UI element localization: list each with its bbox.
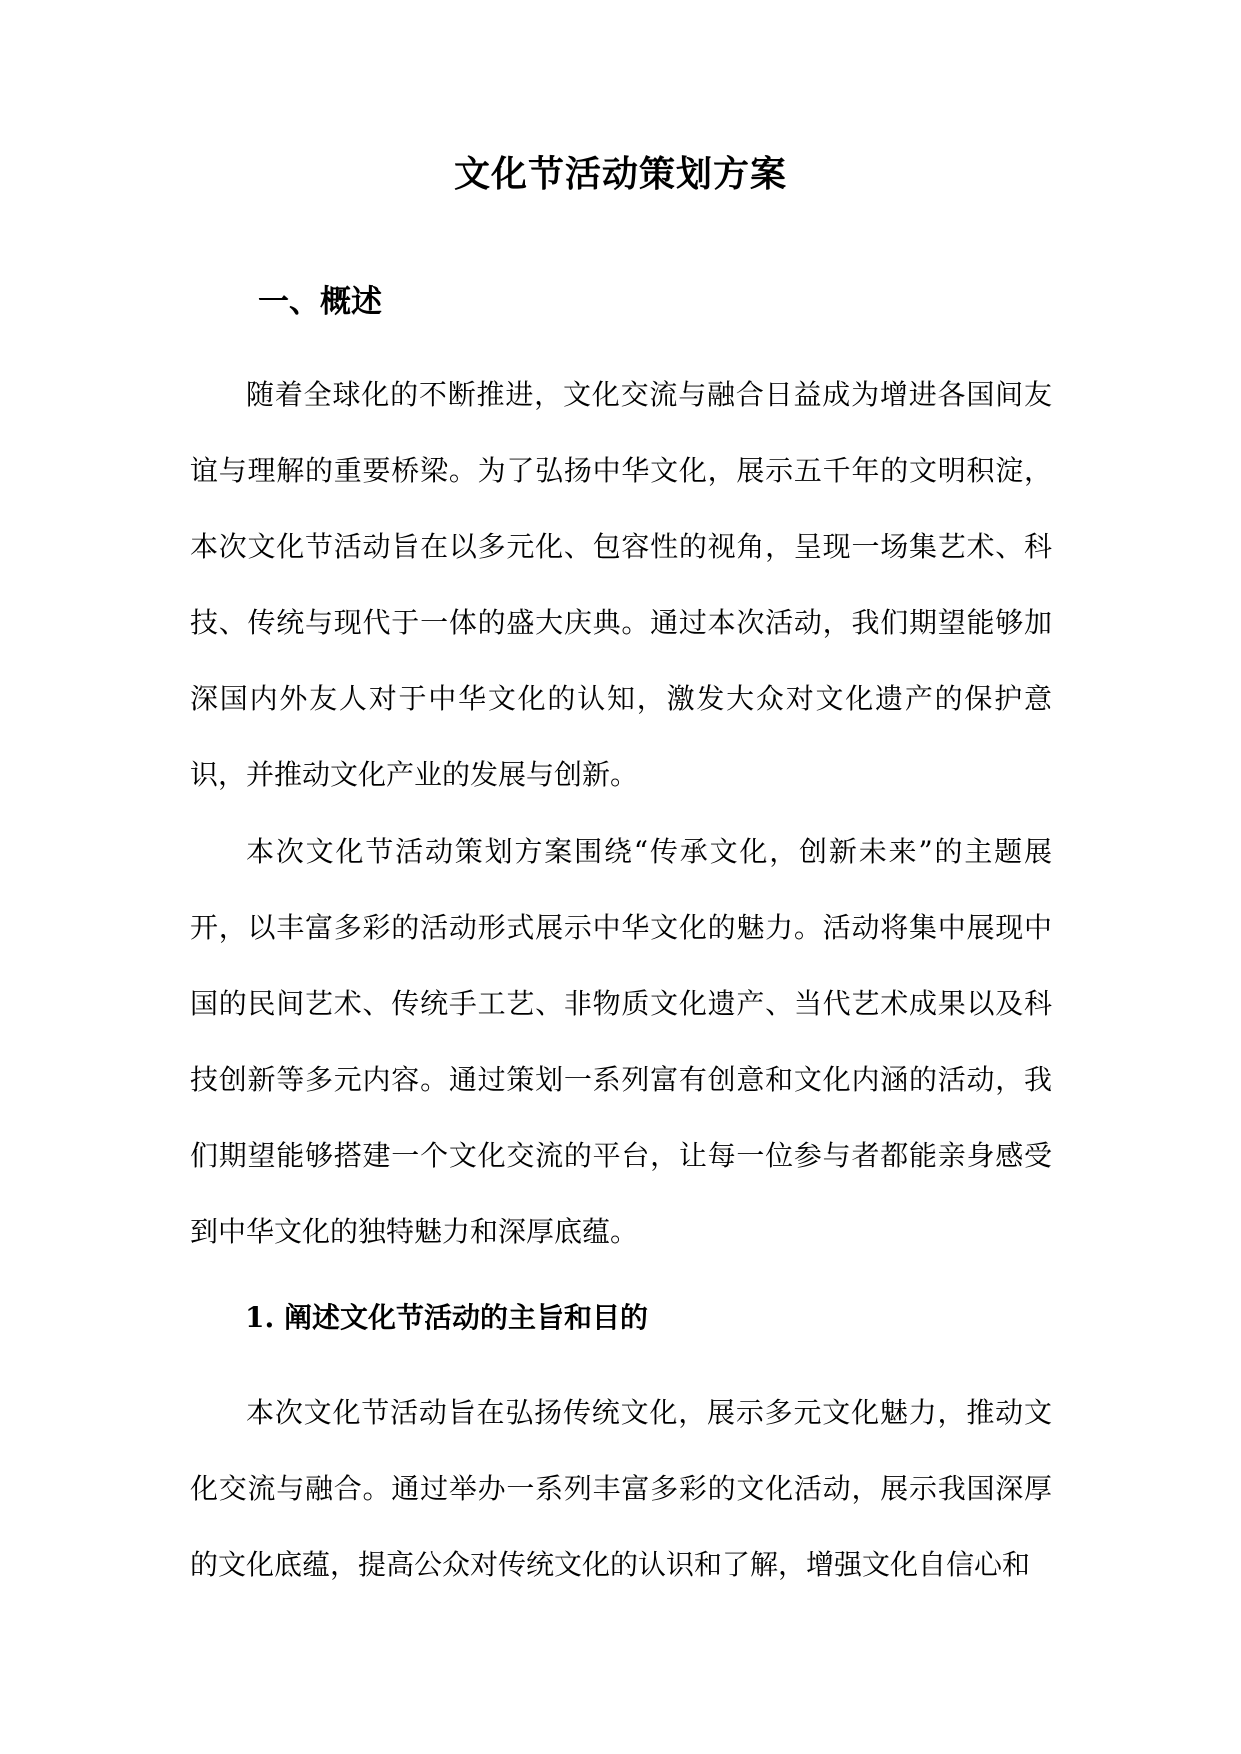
paragraph-purpose-1: 本次文化节活动旨在弘扬传统文化，展示多元文化魅力，推动文化交流与融合。通过举办一系列丰富多彩的文化活动，展示我国深厚的文化底蕴，提高公众对传统文化的认识和了解，增强文化自信心和 — [190, 1396, 1052, 1581]
document-title: 文化节活动策划方案 — [453, 153, 787, 195]
paragraph-overview-2: 本次文化节活动策划方案围绕“传承文化，创新未来”的主题展开，以丰富多彩的活动形式展示中华文化的魅力。活动将集中展现中国的民间艺术、传统手工艺、非物质文化遗产、当代艺术成果以及科技创新等多元内容。通过策划一系列富有创意和文化内涵的活动，我们期望能够搭建一个文化交流的平台，让每一位参与者都能亲身感受到中华文化的独特魅力和深厚底蕴。 — [190, 835, 1052, 1248]
subsection-heading-purpose: 1. 阐述文化节活动的主旨和目的 — [245, 1301, 648, 1334]
paragraph-overview-1: 随着全球化的不断推进，文化交流与融合日益成为增进各国间友谊与理解的重要桥梁。为了弘扬中华文化，展示五千年的文明积淀，本次文化节活动旨在以多元化、包容性的视角，呈现一场集艺术、科技、传统与现代于一体的盛大庆典。通过本次活动，我们期望能够加深国内外友人对于中华文化的认知，激发大众对文化遗产的保护意识，并推动文化产业的发展与创新。 — [190, 378, 1052, 791]
section-heading-overview: 一、概述 — [258, 284, 382, 320]
